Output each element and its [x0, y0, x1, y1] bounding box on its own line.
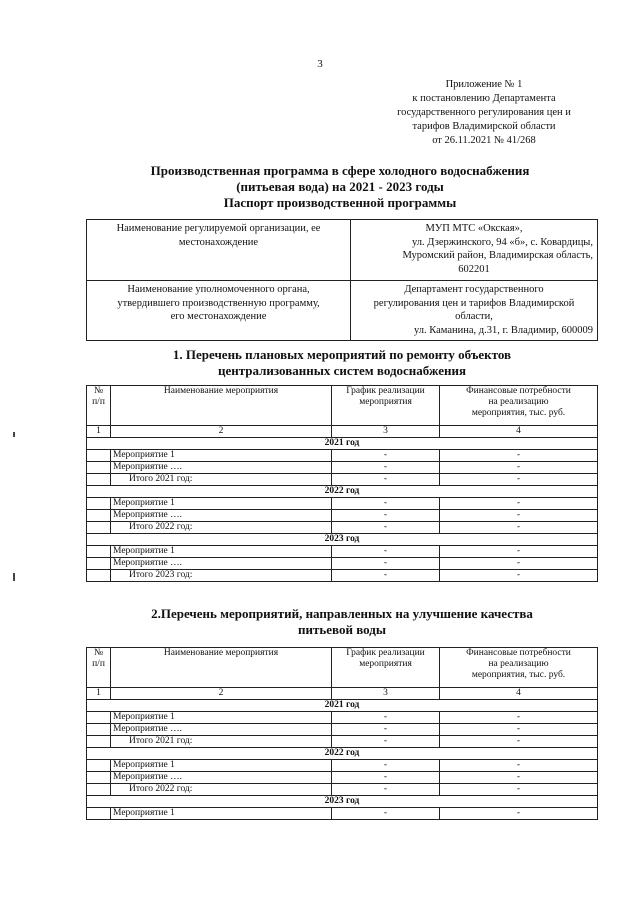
passport-text: 602201 [458, 263, 490, 275]
passport-text: области, [455, 311, 493, 322]
cell-schedule: - [332, 498, 440, 510]
total-row [87, 784, 598, 796]
th-num [87, 386, 111, 426]
total-row [87, 474, 598, 486]
th-text: мероприятия [359, 397, 412, 407]
cell-finance: - [440, 724, 598, 736]
cell-name: Мероприятие 1 [111, 808, 332, 820]
passport-table [86, 219, 598, 341]
scan-mark [13, 573, 15, 581]
table-row [87, 450, 598, 462]
cell-schedule: - [332, 462, 440, 474]
col-index: 4 [440, 426, 598, 438]
appendix-line: государственного регулирования цен и [397, 107, 571, 118]
th-text: № [93, 648, 104, 658]
th-schedule [332, 648, 440, 688]
cell-num [87, 450, 111, 462]
cell-schedule: - [332, 784, 440, 796]
cell-num [87, 570, 111, 582]
cell-num [87, 784, 111, 796]
cell-name: Мероприятие …. [111, 510, 332, 522]
passport-text: Наименование уполномоченного органа, [127, 284, 310, 295]
cell-finance: - [440, 510, 598, 522]
cell-name: Мероприятие …. [111, 724, 332, 736]
cell-total: Итого 2021 год: [111, 736, 332, 748]
cell-num [87, 498, 111, 510]
cell-finance: - [440, 570, 598, 582]
col-index: 2 [111, 426, 332, 438]
cell-schedule: - [332, 546, 440, 558]
cell-finance: - [440, 558, 598, 570]
th-schedule [332, 386, 440, 426]
passport-text: ул. Каманина, д.31, г. Владимир, 600009 [413, 324, 593, 336]
passport-text: Департамент государственного [404, 284, 544, 295]
passport-text: местонахождение [178, 236, 259, 248]
th-text: мероприятия, тыс. руб. [471, 408, 566, 418]
year-row: 2022 год [87, 748, 598, 760]
passport-text: утвердившего производственную программу, [117, 297, 320, 309]
year-row: 2022 год [87, 486, 598, 498]
cell-num [87, 712, 111, 724]
passport-value-org [351, 220, 598, 281]
col-index: 1 [87, 426, 111, 438]
appendix-line: тарифов Владимирской области [412, 121, 556, 132]
cell-schedule: - [332, 772, 440, 784]
title-line: (питьевая вода) на 2021 - 2023 годы [236, 179, 444, 194]
col-index: 2 [111, 688, 332, 700]
th-text: График реализации [346, 648, 425, 658]
th-text: п/п [92, 659, 105, 669]
year-row: 2021 год [87, 438, 598, 450]
total-row [87, 570, 598, 582]
appendix-line: к постановлению Департамента [412, 93, 556, 104]
total-row [87, 736, 598, 748]
cell-finance: - [440, 498, 598, 510]
cell-schedule: - [332, 474, 440, 486]
cell-schedule: - [332, 450, 440, 462]
cell-name: Мероприятие …. [111, 462, 332, 474]
section-2-title [86, 606, 598, 638]
cell-num [87, 522, 111, 534]
cell-schedule: - [332, 724, 440, 736]
cell-finance: - [440, 474, 598, 486]
table-row [87, 808, 598, 820]
th-text: на реализацию [488, 397, 549, 407]
cell-num [87, 546, 111, 558]
total-row [87, 522, 598, 534]
cell-finance: - [440, 546, 598, 558]
th-finance [440, 648, 598, 688]
th-text: № [93, 386, 104, 396]
passport-value-authority [351, 281, 598, 341]
cell-total: Итого 2022 год: [111, 522, 332, 534]
cell-num [87, 772, 111, 784]
document-title [90, 163, 590, 211]
year-row: 2023 год [87, 796, 598, 808]
passport-text: ул. Дзержинского, 94 «б», с. Ковардицы, [412, 236, 593, 248]
passport-text: Наименование регулируемой организации, ее [116, 223, 321, 234]
col-index: 1 [87, 688, 111, 700]
cell-schedule: - [332, 736, 440, 748]
passport-text: регулирования цен и тарифов Владимирской [373, 297, 575, 309]
table-row [87, 772, 598, 784]
th-text: п/п [92, 397, 105, 407]
cell-schedule: - [332, 712, 440, 724]
table-row [87, 558, 598, 570]
cell-num [87, 736, 111, 748]
col-index: 4 [440, 688, 598, 700]
year-row: 2023 год [87, 534, 598, 546]
cell-schedule: - [332, 558, 440, 570]
passport-label-org [87, 220, 351, 281]
cell-name: Мероприятие …. [111, 558, 332, 570]
table-row [87, 724, 598, 736]
appendix-line: Приложение № 1 [445, 79, 523, 90]
title-line: Производственная программа в сфере холодного водоснабжения [150, 163, 530, 178]
section-1-title [86, 347, 598, 379]
cell-finance: - [440, 712, 598, 724]
cell-finance: - [440, 450, 598, 462]
table-row [87, 546, 598, 558]
table-row [87, 712, 598, 724]
cell-name: Мероприятие 1 [111, 712, 332, 724]
cell-finance: - [440, 736, 598, 748]
th-text: мероприятия, тыс. руб. [471, 670, 566, 680]
cell-finance: - [440, 808, 598, 820]
appendix-block [372, 78, 596, 148]
th-text: График реализации [346, 386, 425, 396]
cell-finance: - [440, 522, 598, 534]
th-text: Финансовые потребности [466, 386, 571, 396]
th-finance [440, 386, 598, 426]
passport-text: Муромский район, Владимирская область, [402, 250, 593, 261]
title-line: Паспорт производственной программы [223, 195, 457, 210]
cell-name: Мероприятие 1 [111, 546, 332, 558]
cell-finance: - [440, 462, 598, 474]
cell-num [87, 808, 111, 820]
cell-total: Итого 2022 год: [111, 784, 332, 796]
section-title-line: питьевой воды [298, 622, 386, 637]
section-1-table [86, 385, 598, 582]
cell-schedule: - [332, 808, 440, 820]
col-index: 3 [332, 688, 440, 700]
cell-schedule: - [332, 510, 440, 522]
table-row [87, 760, 598, 772]
th-name: Наименование мероприятия [111, 648, 332, 688]
passport-label-authority [87, 281, 351, 341]
cell-finance: - [440, 772, 598, 784]
cell-name: Мероприятие …. [111, 772, 332, 784]
section-title-line: 1. Перечень плановых мероприятий по ремонту объектов [172, 347, 512, 362]
section-title-line: централизованных систем водоснабжения [217, 363, 467, 378]
cell-total: Итого 2021 год: [111, 474, 332, 486]
section-title-line: 2.Перечень мероприятий, направленных на улучшение качества [151, 606, 533, 621]
th-text: мероприятия [359, 659, 412, 669]
cell-name: Мероприятие 1 [111, 760, 332, 772]
cell-name: Мероприятие 1 [111, 450, 332, 462]
cell-num [87, 474, 111, 486]
cell-schedule: - [332, 522, 440, 534]
cell-num [87, 510, 111, 522]
col-index: 3 [332, 426, 440, 438]
th-text: на реализацию [488, 659, 549, 669]
table-row [87, 510, 598, 522]
th-text: Финансовые потребности [466, 648, 571, 658]
table-row [87, 498, 598, 510]
cell-total: Итого 2023 год: [111, 570, 332, 582]
scan-mark [13, 432, 15, 437]
cell-num [87, 724, 111, 736]
cell-num [87, 462, 111, 474]
passport-text: МУП МТС «Окская», [425, 223, 523, 234]
cell-num [87, 760, 111, 772]
th-name: Наименование мероприятия [111, 386, 332, 426]
cell-num [87, 558, 111, 570]
section-2-table [86, 647, 598, 820]
cell-schedule: - [332, 760, 440, 772]
passport-text: его местонахождение [170, 311, 267, 322]
year-row: 2021 год [87, 700, 598, 712]
cell-schedule: - [332, 570, 440, 582]
appendix-line: от 26.11.2021 № 41/268 [432, 135, 536, 146]
cell-name: Мероприятие 1 [111, 498, 332, 510]
page-number: 3 [317, 58, 323, 70]
cell-finance: - [440, 760, 598, 772]
th-num [87, 648, 111, 688]
cell-finance: - [440, 784, 598, 796]
table-row [87, 462, 598, 474]
